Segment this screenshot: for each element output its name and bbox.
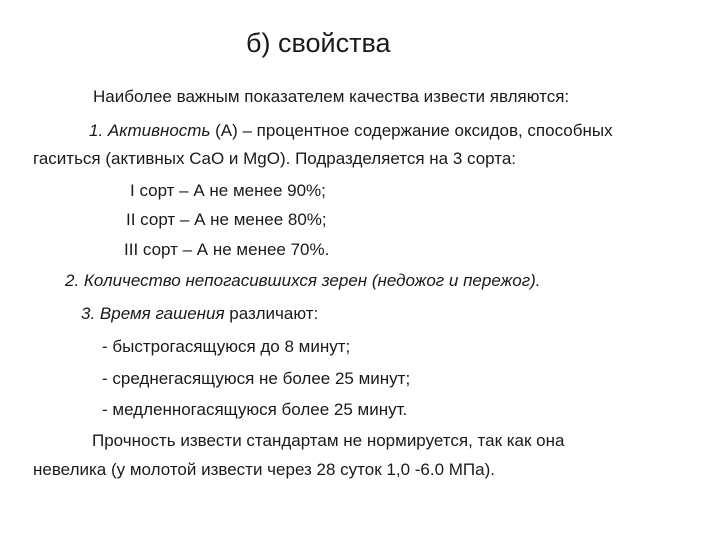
strength-line-1: Прочность извести стандартам не нормируется, так как она	[92, 431, 565, 450]
item-1-number: 1.	[89, 121, 104, 140]
intro-text: Наиболее важным показателем качества извести являются:	[93, 87, 570, 106]
item-2-line: 2. Количество непогасившихся зерен (недожог и пережог).	[65, 271, 541, 290]
item-3-rest: различают:	[229, 304, 319, 323]
slide-title: б) свойства	[246, 28, 391, 58]
grade-2: II сорт – А не менее 80%;	[126, 210, 327, 229]
slaking-type-slow: - медленногасящуюся более 25 минут.	[102, 400, 408, 419]
item-1-line	[89, 120, 613, 142]
slaking-type-fast: - быстрогасящуюся до 8 минут;	[102, 337, 351, 356]
slaking-type-medium: - среднегасящуюся не более 25 минут;	[102, 369, 411, 388]
item-1-continuation: гаситься (активных CaO и MgO). Подразделяется на 3 сорта:	[33, 149, 517, 168]
grade-1: I сорт – А не менее 90%;	[130, 181, 326, 200]
item-3-number: 3.	[81, 304, 96, 323]
strength-line-2: невелика (у молотой извести через 28 суток 1,0 -6.0 МПа).	[33, 460, 495, 479]
item-1-term: Активность	[107, 121, 211, 140]
item-3-term: Время гашения	[99, 304, 225, 323]
grade-3: III сорт – А не менее 70%.	[124, 240, 330, 259]
item-3-line	[81, 303, 318, 325]
item-1-rest: (А) – процентное содержание оксидов, способных	[215, 121, 613, 140]
